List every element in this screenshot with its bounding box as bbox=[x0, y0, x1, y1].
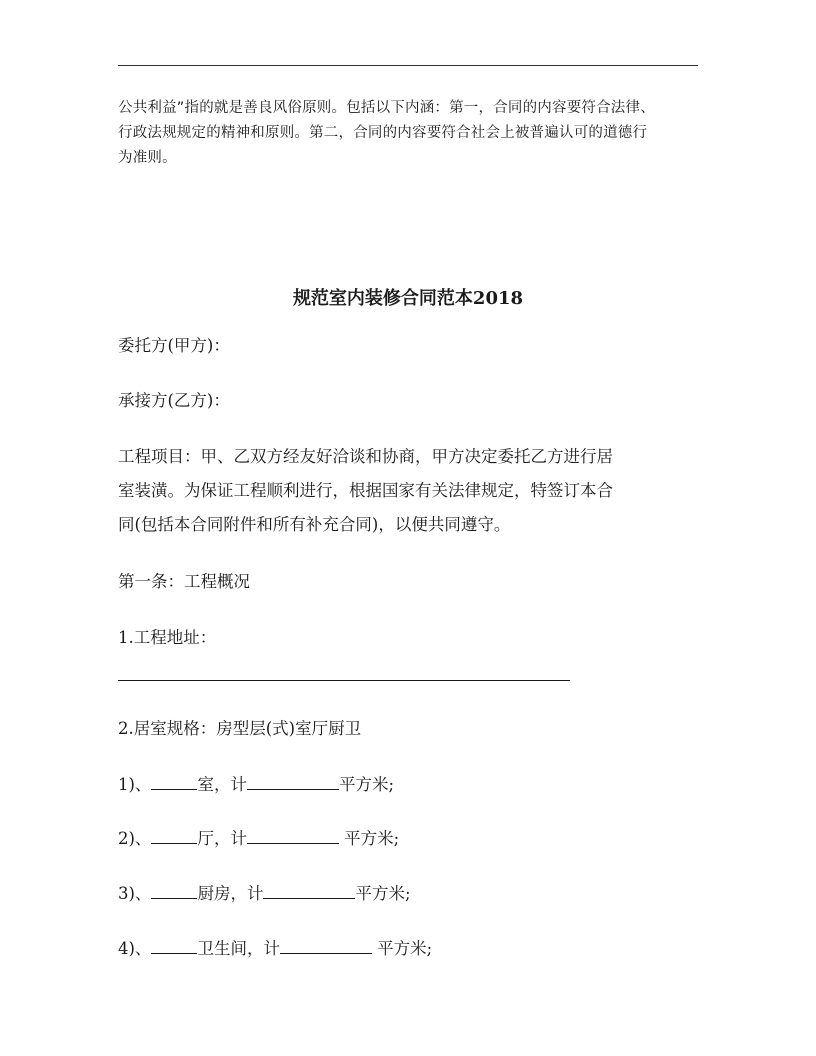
room-suffix: 平方米; bbox=[338, 775, 394, 794]
room-line-2 bbox=[118, 825, 399, 853]
room-suffix: 平方米; bbox=[338, 829, 400, 848]
document-title: 规范室内装修合同范本2018 bbox=[292, 288, 524, 309]
room-count-blank bbox=[151, 882, 197, 899]
room-prefix: 2)、 bbox=[118, 829, 152, 848]
project-line: 工程项目：甲、乙双方经友好洽谈和协商，甲方决定委托乙方进行居 bbox=[118, 447, 613, 466]
room-prefix: 3)、 bbox=[118, 884, 152, 903]
article-1-heading: 第一条：工程概况 bbox=[118, 572, 250, 591]
room-unit: 卫生间，计 bbox=[197, 939, 280, 958]
room-line-4 bbox=[118, 935, 432, 963]
room-prefix: 1)、 bbox=[118, 775, 152, 794]
header-rule bbox=[118, 65, 698, 66]
room-count-blank bbox=[151, 937, 197, 954]
room-unit: 室，计 bbox=[197, 775, 247, 794]
item-2-room-spec: 2.居室规格：房型层(式)室厅厨卫 bbox=[118, 719, 362, 738]
intro-line: 为准则。 bbox=[118, 150, 177, 166]
project-paragraph bbox=[118, 440, 613, 542]
room-suffix: 平方米; bbox=[355, 884, 411, 903]
area-blank bbox=[247, 773, 339, 790]
project-line: 同(包括本合同附件和所有补充合同)，以便共同遵守。 bbox=[118, 515, 511, 534]
room-unit: 厨房，计 bbox=[197, 884, 264, 903]
project-line: 室装潢。为保证工程顺利进行，根据国家有关法律规定，特签订本合 bbox=[118, 481, 613, 500]
room-count-blank bbox=[151, 827, 197, 844]
room-count-blank bbox=[151, 773, 197, 790]
intro-paragraph bbox=[118, 96, 708, 171]
party-b-label: 承接方(乙方)： bbox=[118, 391, 230, 410]
room-suffix: 平方米; bbox=[371, 939, 433, 958]
item-1-address: 1.工程地址： bbox=[118, 628, 217, 647]
party-a-label: 委托方(甲方)： bbox=[118, 336, 230, 355]
area-blank bbox=[280, 937, 372, 954]
intro-line: 公共利益”指的就是善良风俗原则。包括以下内涵：第一，合同的内容要符合法律、 bbox=[118, 100, 655, 116]
area-blank bbox=[263, 882, 355, 899]
area-blank bbox=[247, 827, 339, 844]
room-unit: 厅，计 bbox=[197, 829, 247, 848]
intro-line: 行政法规规定的精神和原则。第二，合同的内容要符合社会上被普遍认可的道德行 bbox=[118, 125, 648, 141]
room-line-3 bbox=[118, 880, 411, 908]
address-blank-line bbox=[118, 680, 570, 681]
room-line-1 bbox=[118, 771, 394, 799]
room-prefix: 4)、 bbox=[118, 939, 152, 958]
